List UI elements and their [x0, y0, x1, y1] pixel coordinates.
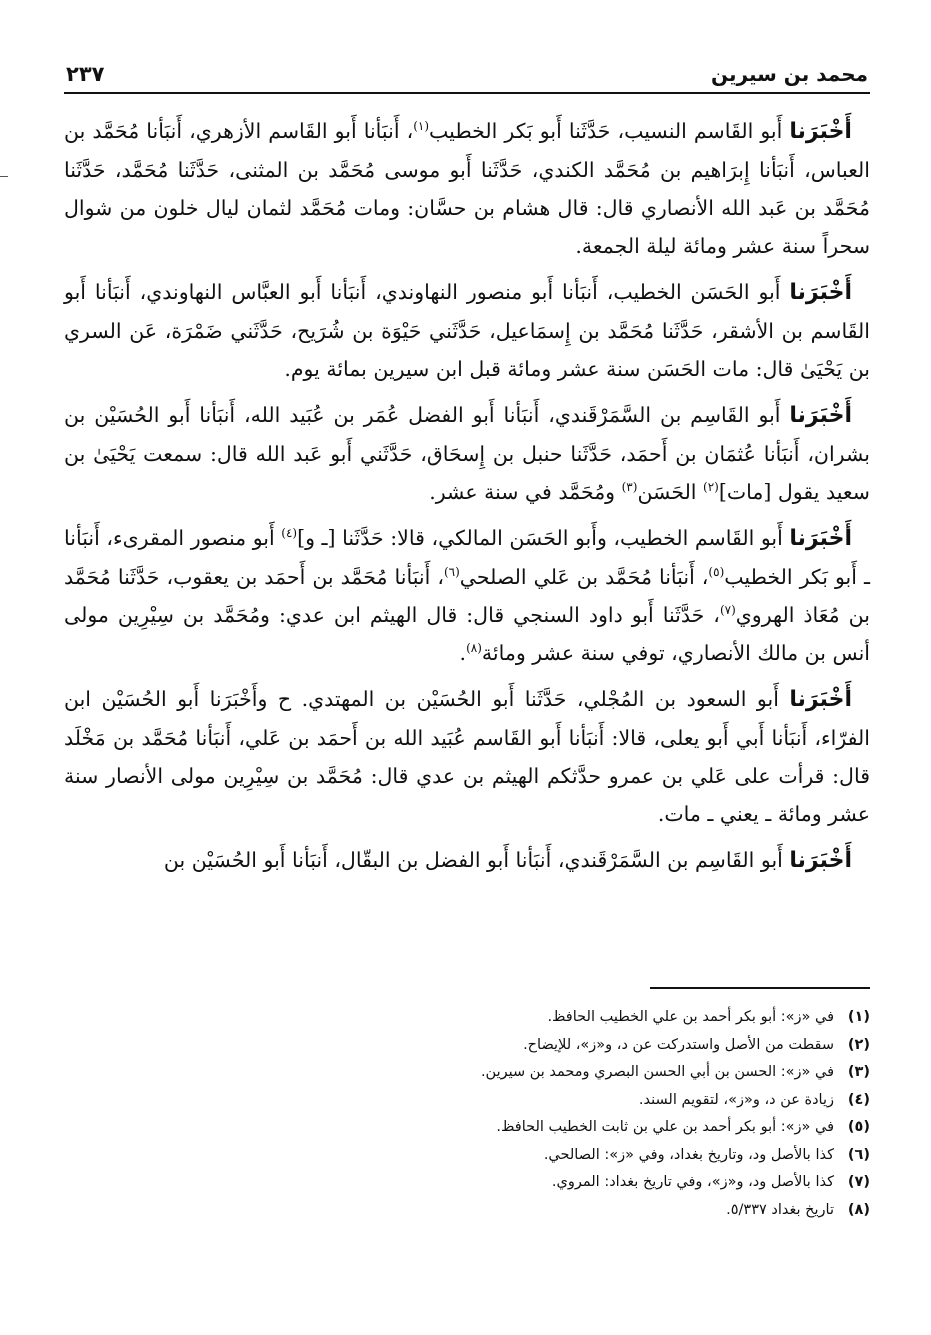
text-run: ، أَنبَأنا مُحَمَّد بن أَحمَد بن يعقوب، حَدَّثَنا مُحَمَّد بن مُعَاذ الهروي	[64, 565, 870, 627]
main-text	[64, 112, 870, 880]
footnote-number: (٤)	[847, 1091, 870, 1108]
page-number: ٢٣٧	[66, 62, 105, 86]
footnote-number: (٨)	[847, 1201, 870, 1218]
paragraph	[64, 396, 870, 511]
footnote	[64, 1169, 870, 1197]
footnote-number: (٥)	[847, 1119, 870, 1135]
text-run: أَبو الحَسَن الخطيب، أَنبَأنا أَبو منصور النهاوندي، أَنبَأنا أَبو العبَّاس النهاوندي، أَنبَأنا أَبو القَاسم بن الأشقر، حَدَّثَنا مُحَمَّد بن إِسمَاعيل، حَدَّثَني حَيْوَة بن شُرَيح، حَدَّثَني ضَمْرَة، عَن السري بن يَحْيَىٰ قال: مات الحَسَن سنة عشر ومائة قبل ابن سيرين بمائة يوم.	[64, 280, 870, 381]
text-run: أَبو القَاسم الخطيب، وأَبو الحَسَن المالكي، قالا: حَدَّثَنا [ـ و]	[297, 526, 790, 550]
footnote-ref[interactable]: (١)	[413, 119, 430, 134]
footnote-text: كذا بالأصل ود، وتاريخ بغداد، وفي «ز»: الصالحي.	[543, 1146, 834, 1163]
footnote-number: (٢)	[847, 1036, 870, 1053]
footnote-number: (٦)	[847, 1146, 870, 1163]
text-run: ، حَدَّثَنا أَبو داود السنجي قال: قال الهيثم ابن عدي: ومُحَمَّد بن سِيْرِين مولى أنس بن مالك الأنصاري، توفي سنة عشر ومائة	[64, 603, 870, 665]
paragraph-lead-word: أَخْبَرَنا	[789, 280, 852, 305]
paragraph	[64, 680, 870, 833]
footnote-ref[interactable]: (٦)	[443, 565, 460, 580]
footnote-ref[interactable]: (٨)	[466, 641, 482, 656]
paragraph	[64, 273, 870, 388]
footnote-separator	[650, 987, 870, 989]
footnote-ref[interactable]: (٤)	[281, 526, 298, 541]
text-run: أَبو القَاسِم بن السَّمَرْقَندي، أَنبَأنا أَبو الفضل عُمَر بن عُبَيد الله، أَنبَأنا أَبو الحُسَيْن بن بشران، أَنبَأنا عُثمَان بن أَحمَد، حَدَّثَنا حنبل بن إِسحَاق، حَدَّثَني أَبو عَبد الله قال: سمعت يَحْيَىٰ بن سعيد يقول [مات]	[64, 403, 870, 504]
footnote	[64, 1197, 870, 1225]
footnote-number: (٣)	[847, 1064, 870, 1080]
text-run: ، أَنبَأنا أَبو القَاسم الأزهري، أَنبَأنا مُحَمَّد بن العباس، أَنبَأنا إِبرَاهيم بن مُحَمَّد الكندي، حَدَّثَنا أَبو موسى مُحَمَّد بن المثنى، حَدَّثَنا مُحَمَّد، حَدَّثَنا مُحَمَّد بن عَبد الله الأنصاري قال: قال هشام بن حسَّان: ومات مُحَمَّد لثمان ليال خلون من شوال سحراً سنة عشر ومائة ليلة الجمعة.	[64, 119, 870, 258]
footnote-ref[interactable]: (٧)	[719, 603, 736, 618]
paragraph-lead-word: أَخْبَرَنا	[789, 119, 852, 144]
footnote-text: في «ز»: أبو بكر أحمد بن علي الخطيب الحافظ.	[547, 1009, 834, 1025]
paragraph	[64, 112, 870, 265]
footnote	[64, 1059, 870, 1087]
footnote-text: في «ز»: أبو بكر أحمد بن علي بن ثابت الخطيب الحافظ.	[496, 1119, 834, 1135]
text-run: .	[459, 641, 467, 665]
footnote	[64, 1032, 870, 1060]
text-run: أَبو السعود بن المُجْلي، حَدَّثَنا أَبو الحُسَيْن بن المهتدي. ح وأَخْبَرَنا أَبو الحُسَيْن ابن الفرّاء، أَنبَأنا أَبي أَبو يعلى، قالا: أَنبَأنا أَبو القَاسم عُبَيد الله بن أَحمَد بن عَلي، أَنبَأنا مُحَمَّد بن مَخْلَد قال: قرأت على عَلي بن عمرو حدَّثكم الهيثم بن عدي قال: مُحَمَّد بن سِيْرِين مولى الأنصار سنة عشر ومائة ـ يعني ـ مات.	[64, 687, 870, 826]
page-header	[64, 52, 870, 94]
footnote-text: سقطت من الأصل واستدركت عن د، و«ز»، للإيضاح.	[523, 1036, 834, 1053]
footnote-text: زيادة عن د، و«ز»، لتقويم السند.	[638, 1091, 834, 1108]
footnote-ref[interactable]: (٣)	[621, 480, 638, 495]
text-run: ومُحَمَّد في سنة عشر.	[429, 480, 622, 504]
text-run: الحَسَن	[637, 480, 704, 504]
paragraph-lead-word: أَخْبَرَنا	[789, 848, 852, 873]
text-run: ، أَنبَأنا مُحَمَّد بن عَلي الصلحي	[459, 565, 709, 589]
scan-margin-mark	[0, 176, 8, 177]
book-page	[64, 52, 870, 1282]
paragraph-lead-word: أَخْبَرَنا	[789, 687, 852, 712]
footnote	[64, 1114, 870, 1142]
running-title: محمد بن سيرين	[711, 62, 868, 86]
footnotes	[64, 1004, 870, 1224]
footnote	[64, 1142, 870, 1170]
footnote-text: تاريخ بغداد ٥/٣٣٧.	[726, 1201, 834, 1218]
paragraph	[64, 519, 870, 672]
footnote-text: في «ز»: الحسن بن أبي الحسن البصري ومحمد بن سيرين.	[480, 1064, 834, 1080]
footnote-number: (١)	[847, 1009, 870, 1025]
footnote-ref[interactable]: (٥)	[708, 565, 725, 580]
footnote-text: كذا بالأصل ود، و«ز»، وفي تاريخ بغداد: المروي.	[551, 1174, 834, 1190]
footnote-number: (٧)	[847, 1174, 870, 1190]
paragraph-lead-word: أَخْبَرَنا	[789, 526, 852, 551]
footnote-ref[interactable]: (٢)	[703, 480, 719, 495]
footnote	[64, 1004, 870, 1032]
text-run: أَبو القَاسِم بن السَّمَرْقَندي، أَنبَأنا أَبو الفضل بن البقّال، أَنبَأنا أَبو الحُسَيْن بن	[163, 848, 790, 872]
text-run: أَبو منصور المقرىء، أَنبَأنا ـ أَبو بَكر الخطيب	[64, 526, 870, 589]
footnote	[64, 1087, 870, 1115]
text-run: أَبو القَاسم النسيب، حَدَّثَنا أَبو بَكر الخطيب	[429, 119, 790, 143]
paragraph	[64, 841, 870, 880]
paragraph-lead-word: أَخْبَرَنا	[789, 403, 852, 428]
